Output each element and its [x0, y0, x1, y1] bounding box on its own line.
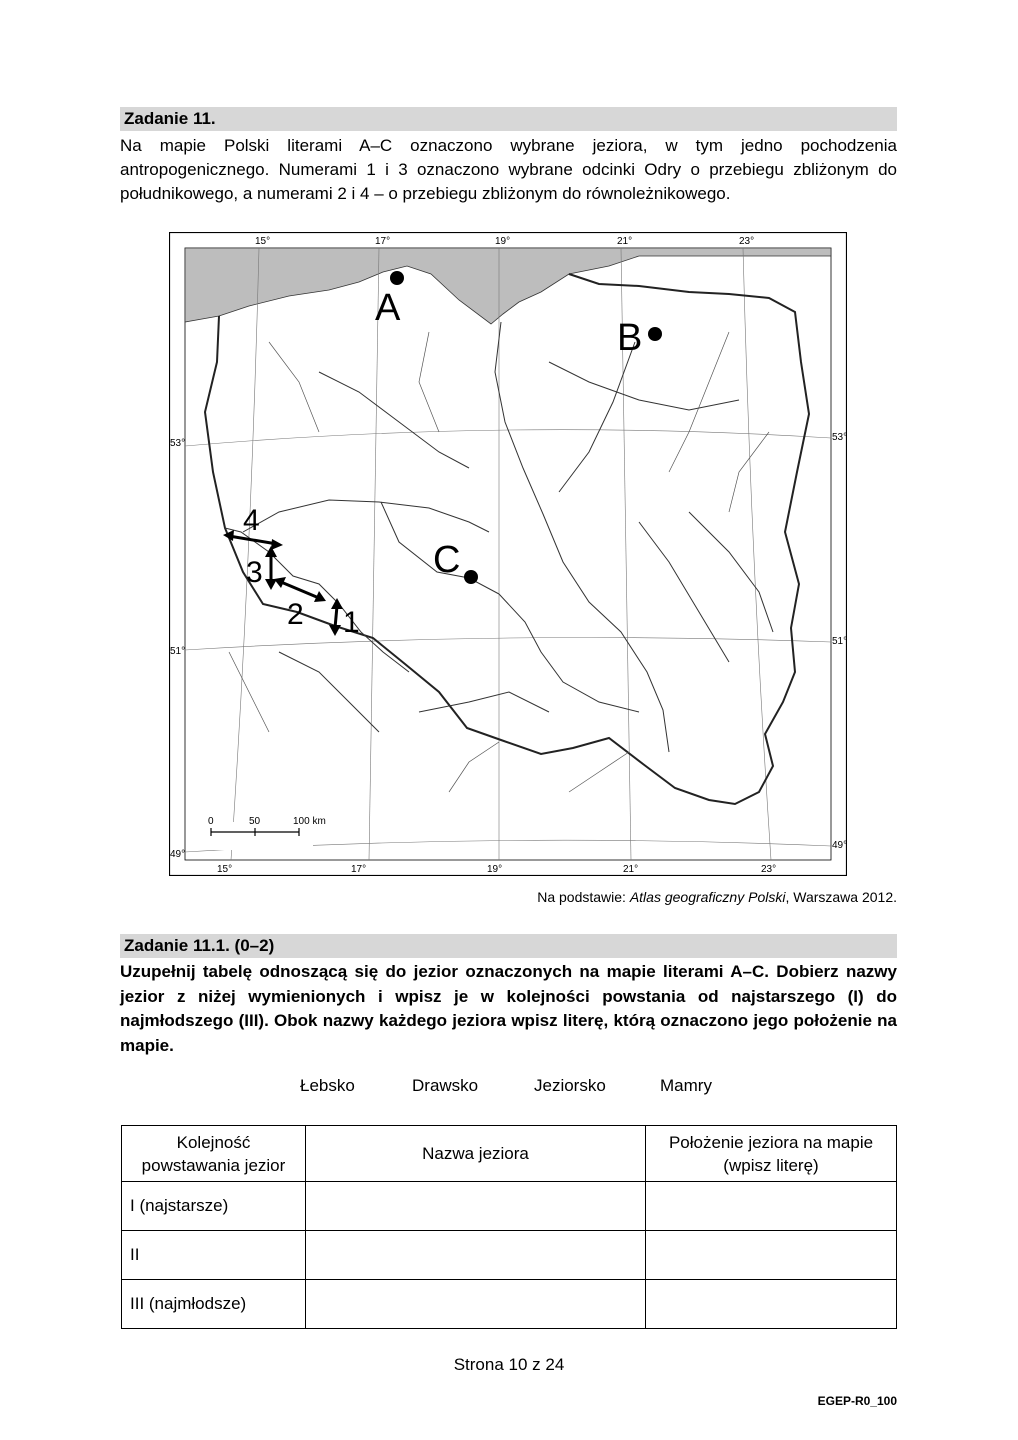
- lon-label-top: 17°: [375, 236, 391, 247]
- table-header: Nazwa jeziora: [306, 1126, 646, 1182]
- lon-label-top: 19°: [495, 236, 511, 247]
- table-header: Położenie jeziora na mapie (wpisz literę): [646, 1126, 897, 1182]
- river-marker-4: 4: [243, 504, 260, 537]
- lat-label-left: 53°: [170, 438, 186, 449]
- lon-label-bottom: 23°: [761, 864, 777, 875]
- lake-option: Łebsko: [300, 1076, 355, 1095]
- exam-code: EGEP-R0_100: [817, 1394, 897, 1408]
- lon-label-bottom: 15°: [217, 864, 233, 875]
- lat-label-left: 51°: [170, 646, 186, 657]
- lon-label-bottom: 19°: [487, 864, 503, 875]
- lake-letter-cell[interactable]: [646, 1182, 897, 1231]
- lake-dot-b: [648, 327, 662, 341]
- row-label: III (najmłodsze): [122, 1280, 306, 1329]
- lon-label-top: 15°: [255, 236, 271, 247]
- source-title: Atlas geograficzny Polski: [629, 889, 786, 905]
- river-marker-2: 2: [287, 598, 304, 631]
- lon-label-bottom: 17°: [351, 864, 367, 875]
- poland-map: [169, 232, 847, 876]
- lon-label-bottom: 21°: [623, 864, 639, 875]
- lake-name-cell[interactable]: [306, 1231, 646, 1280]
- table-header-row: [122, 1126, 897, 1182]
- subtask-title: Zadanie 11.1. (0–2): [120, 934, 897, 958]
- table-row: [122, 1280, 897, 1329]
- lat-label-left: 49°: [170, 849, 186, 860]
- task-title: Zadanie 11.: [120, 107, 897, 131]
- lake-marker-a: A: [375, 287, 401, 329]
- task-intro: Na mapie Polski literami A–C oznaczono wybrane jeziora, w tym jedno pochodzenia antropogenicznego. Numerami 1 i 3 oznaczono wybrane odcinki Odry o przebiegu zbliżonym do południkowego, a numerami 2 i 4 – o przebiegu zbliżonym do równoleżnikowego.: [120, 136, 897, 203]
- subtask-instruction: Uzupełnij tabelę odnoszącą się do jezior oznaczonych na mapie literami A–C. Dobierz nazwy jezior z niżej wymienionych i wpisz je w kolejności powstania od najstarszego (I) do najmłodszego (III). Obok nazwy każdego jeziora wpisz literę, którą oznaczono jego położenie na mapie.: [120, 962, 897, 1055]
- row-label: I (najstarsze): [122, 1182, 306, 1231]
- lake-dot-a: [390, 271, 404, 285]
- scale-label: 100 km: [293, 816, 326, 827]
- lake-letter-cell[interactable]: [646, 1231, 897, 1280]
- source-suffix: , Warszawa 2012.: [785, 889, 897, 905]
- river-marker-3: 3: [246, 556, 263, 589]
- lake-dot-c: [464, 570, 478, 584]
- lat-label-right: 49°: [832, 840, 847, 851]
- lake-name-cell[interactable]: [306, 1182, 646, 1231]
- lon-label-top: 23°: [739, 236, 755, 247]
- lake-letter-cell[interactable]: [646, 1280, 897, 1329]
- lake-option: Drawsko: [412, 1076, 479, 1095]
- scale-label: 0: [208, 816, 214, 827]
- river-marker-1: 1: [343, 606, 360, 639]
- table-header: Kolejność powstawania jezior: [122, 1126, 306, 1182]
- lon-label-top: 21°: [617, 236, 633, 247]
- river-arrow-1: [335, 606, 337, 628]
- lake-option: Jeziorsko: [534, 1076, 606, 1095]
- answer-table: [121, 1125, 897, 1329]
- source-prefix: Na podstawie:: [537, 889, 630, 905]
- lake-marker-b: B: [617, 317, 643, 359]
- lat-label-right: 53°: [832, 432, 847, 443]
- lake-option: Mamry: [660, 1076, 712, 1095]
- lake-name-cell[interactable]: [306, 1280, 646, 1329]
- lake-marker-c: C: [433, 539, 461, 581]
- table-row: [122, 1182, 897, 1231]
- table-row: [122, 1231, 897, 1280]
- map-source: [537, 889, 897, 905]
- page-number: Strona 10 z 24: [453, 1355, 565, 1374]
- lat-label-right: 51°: [832, 636, 847, 647]
- row-label: II: [122, 1231, 306, 1280]
- scale-label: 50: [249, 816, 261, 827]
